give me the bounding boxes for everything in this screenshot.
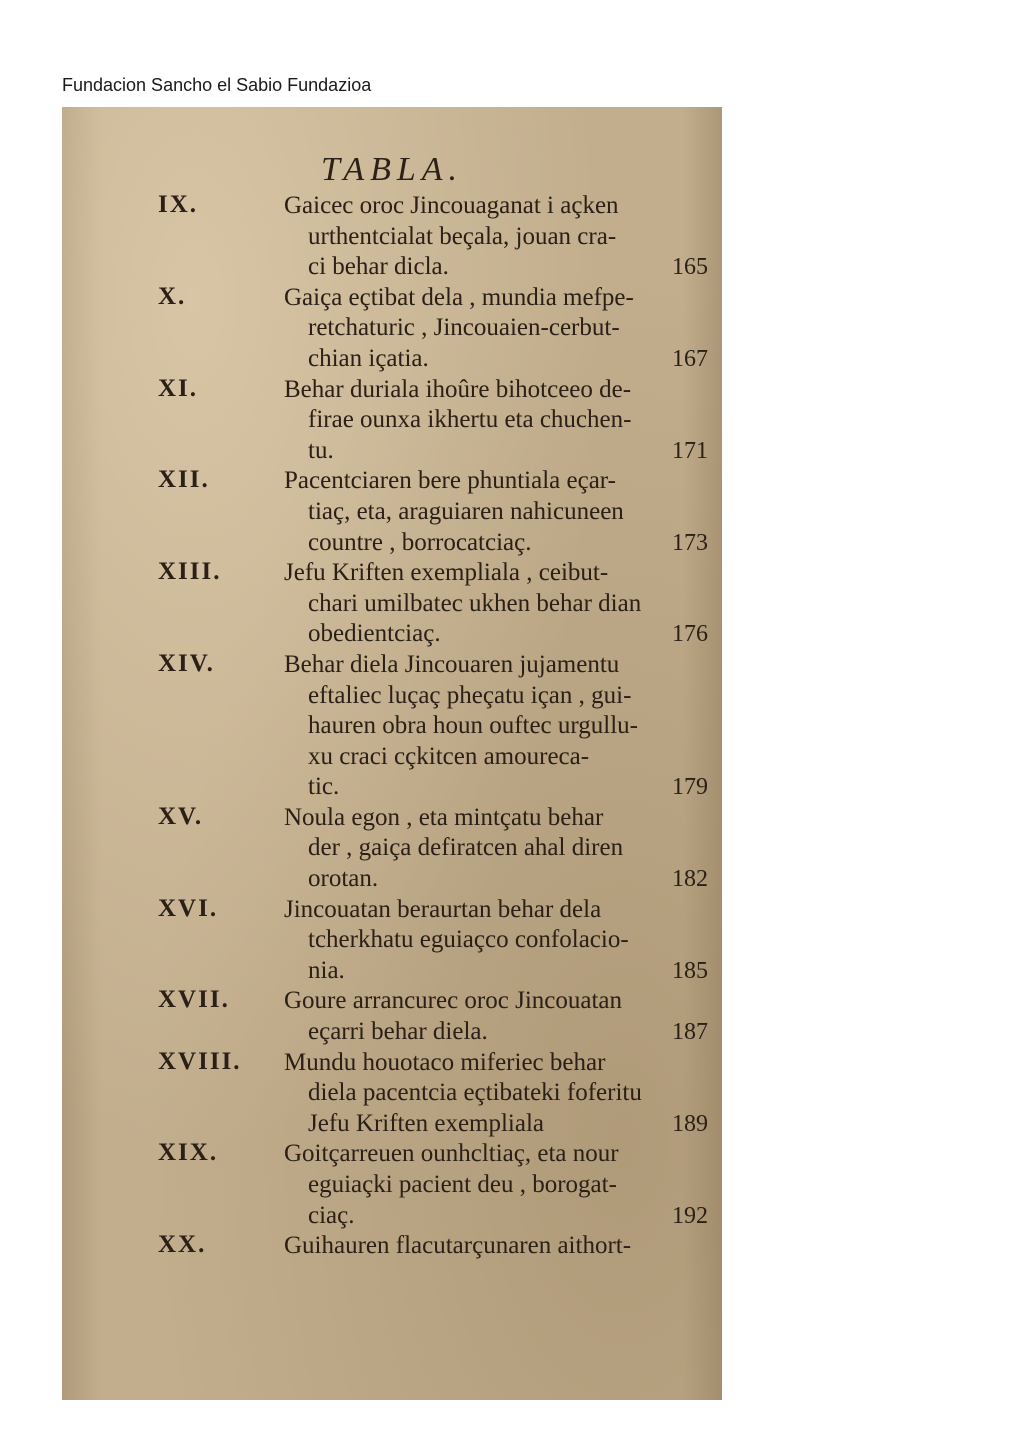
- entry-last-text: eçarri behar diela.: [308, 1018, 488, 1046]
- entry-line: Mundu houotaco miferiec behar: [284, 1048, 606, 1076]
- page-number: 165: [672, 254, 708, 281]
- toc-entry: [62, 986, 722, 1047]
- chapter-numeral: XII.: [158, 466, 210, 494]
- entry-last-text: ci behar dicla.: [308, 253, 449, 281]
- page-number: 189: [672, 1110, 708, 1137]
- toc-entry: [62, 803, 722, 895]
- entry-line: eftaliec luçaç pheçatu içan , gui-: [308, 681, 632, 709]
- chapter-numeral: XI.: [158, 374, 199, 402]
- chapter-numeral: XV.: [158, 802, 204, 830]
- entry-line: retchaturic , Jincouaien-cerbut-: [308, 314, 620, 342]
- entry-last-text: orotan.: [308, 865, 379, 893]
- page-header: Fundacion Sancho el Sabio Fundazioa: [62, 75, 372, 95]
- page-number: 176: [672, 621, 708, 648]
- page-number: 171: [672, 437, 708, 464]
- chapter-numeral: XVII.: [158, 986, 230, 1014]
- toc-entry: [62, 558, 722, 650]
- entry-last-line: [308, 1109, 716, 1140]
- toc-entry: [62, 466, 722, 558]
- entry-last-line: [308, 619, 716, 650]
- entry-line: Goure arrancurec oroc Jincouatan: [284, 987, 623, 1015]
- chapter-numeral: IX.: [158, 191, 199, 218]
- entry-line: der , gaiça defiratcen ahal diren: [308, 834, 624, 862]
- entry-last-line: [308, 436, 716, 467]
- entry-line: Gaiça eçtibat dela , mundia mefpe-: [284, 283, 634, 311]
- toc-entry: [62, 375, 722, 467]
- toc-entry: [62, 191, 722, 283]
- entry-line: chari umilbatec ukhen behar dian: [308, 589, 642, 617]
- toc-entry: [62, 1139, 722, 1231]
- chapter-numeral: XIII.: [158, 558, 222, 586]
- entry-last-line: [308, 344, 716, 375]
- entry-last-text: tu.: [308, 436, 334, 464]
- entry-line: hauren obra houn ouftec urgullu-: [308, 712, 638, 740]
- table-of-contents: [62, 191, 722, 1262]
- entry-last-line: [308, 1017, 716, 1048]
- entry-last-text: nia.: [308, 956, 345, 984]
- page-number: 182: [672, 866, 708, 893]
- entry-line: Behar diela Jincouaren jujamentu: [284, 650, 620, 678]
- entry-last-line: [308, 864, 716, 895]
- entry-line: Jincouatan beraurtan behar dela: [284, 895, 602, 923]
- page-number: 187: [672, 1019, 708, 1046]
- toc-entry: [62, 895, 722, 987]
- entry-line: Guihauren flacutarçunaren aithort-: [284, 1232, 632, 1260]
- entry-last-line: [308, 1201, 716, 1232]
- entry-line: Noula egon , eta mintçatu behar: [284, 803, 604, 831]
- entry-line: Gaicec oroc Jincouaganat i açken: [284, 192, 619, 219]
- entry-line: urthentcialat beçala, jouan cra-: [308, 222, 617, 250]
- entry-last-text: countre , borrocatciaç.: [308, 528, 532, 556]
- toc-entry: [62, 1048, 722, 1140]
- entry-last-text: obedientciaç.: [308, 620, 441, 648]
- toc-entry: [62, 650, 722, 803]
- toc-entry: [62, 1231, 722, 1262]
- page-number: 167: [672, 345, 708, 372]
- toc-entry: [62, 283, 722, 375]
- page-title: TABLA.: [320, 151, 464, 188]
- chapter-numeral: XX.: [158, 1231, 207, 1259]
- entry-line: diela pacentcia eçtibateki foferitu: [308, 1079, 642, 1107]
- page-number: 173: [672, 529, 708, 556]
- entry-line: tcherkhatu eguiaçco confolacio-: [308, 926, 629, 954]
- chapter-numeral: XIV.: [158, 649, 215, 677]
- chapter-numeral: XVI.: [158, 894, 219, 922]
- page-number: 185: [672, 957, 708, 984]
- entry-line: Goitçarreuen ounhcltiaç, eta nour: [284, 1140, 619, 1168]
- entry-last-text: ciaç.: [308, 1201, 355, 1229]
- entry-last-text: chian içatia.: [308, 344, 429, 372]
- entry-last-text: tic.: [308, 773, 340, 801]
- entry-last-line: [308, 772, 716, 803]
- entry-line: Pacentciaren bere phuntiala eçar-: [284, 467, 616, 495]
- entry-line: Jefu Kriften exempliala , ceibut-: [284, 559, 609, 587]
- entry-line: Behar duriala ihoûre bihotceeo de-: [284, 375, 632, 403]
- page-number: 192: [672, 1202, 708, 1229]
- entry-last-line: [308, 956, 716, 987]
- entry-last-text: Jefu Kriften exempliala: [308, 1109, 545, 1137]
- entry-last-line: [308, 528, 716, 559]
- entry-line: eguiaçki pacient deu , borogat-: [308, 1171, 617, 1198]
- chapter-numeral: XIX.: [158, 1139, 219, 1167]
- chapter-numeral: XVIII.: [158, 1047, 242, 1075]
- entry-line: xu craci cçkitcen amoureca-: [308, 742, 590, 770]
- entry-line: tiaç, eta, araguiaren nahicuneen: [308, 497, 624, 525]
- entry-last-line: [308, 252, 716, 283]
- page-number: 179: [672, 774, 708, 801]
- entry-line: firae ounxa ikhertu eta chuchen-: [308, 406, 632, 434]
- scanned-page: [62, 107, 722, 1400]
- chapter-numeral: X.: [158, 282, 187, 310]
